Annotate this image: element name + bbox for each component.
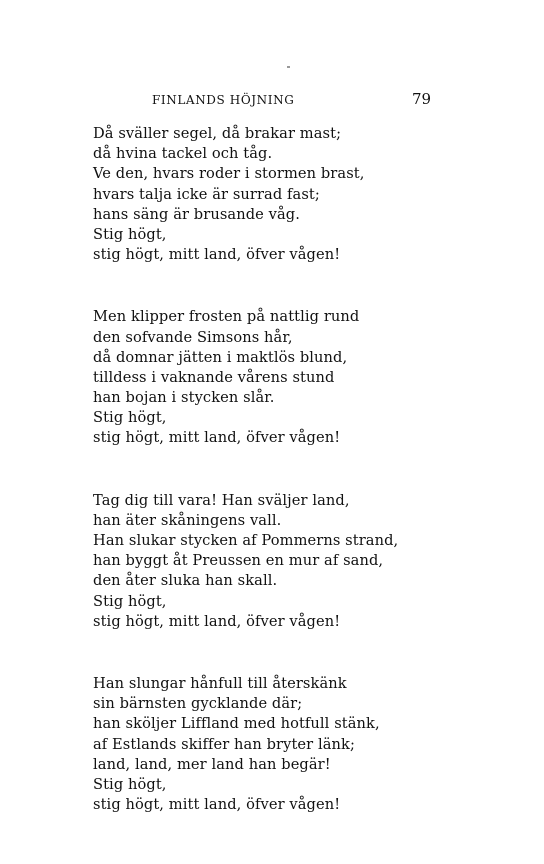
refrain-full: stig högt, mitt land, öfver vågen! — [93, 246, 341, 264]
refrain-short: Stig högt, — [93, 775, 167, 793]
refrain-full: stig högt, mitt land, öfver vågen! — [93, 796, 341, 814]
poem-line: hvars talja icke är surrad fast; — [93, 185, 320, 203]
poem-body — [93, 124, 513, 815]
stanza-3 — [93, 491, 513, 632]
poem-line: den sofvande Simsons hår, — [93, 328, 293, 346]
refrain-short: Stig högt, — [93, 409, 167, 427]
poem-line: då hvina tackel och tåg. — [93, 145, 273, 163]
poem-line: den åter sluka han skall. — [93, 572, 278, 590]
poem-line: af Estlands skiffer han bryter länk; — [93, 735, 355, 753]
poem-line: sin bärnsten gycklande där; — [93, 695, 303, 713]
poem-line: han byggt åt Preussen en mur af sand, — [93, 552, 384, 570]
poem-line: han bojan i stycken slår. — [93, 389, 275, 407]
poem-line: han sköljer Liffland med hotfull stänk, — [93, 715, 380, 733]
refrain-full: stig högt, mitt land, öfver vågen! — [93, 429, 341, 447]
refrain-short: Stig högt, — [93, 592, 167, 610]
poem-line: Ve den, hvars roder i stormen brast, — [93, 165, 365, 183]
print-mark — [287, 66, 290, 68]
stanza-1 — [93, 124, 513, 265]
poem-line: Han slungar hånfull till återskänk — [93, 674, 347, 692]
refrain-short: Stig högt, — [93, 225, 167, 243]
page-number: 79 — [412, 90, 432, 108]
poem-line: tilldess i vaknande vårens stund — [93, 368, 335, 386]
poem-line: då domnar jätten i maktlös blund, — [93, 348, 348, 366]
poem-line: han äter skåningens vall. — [93, 511, 282, 529]
running-title: FINLANDS HÖJNING — [152, 93, 295, 107]
poem-line: Tag dig till vara! Han sväljer land, — [93, 491, 350, 509]
refrain-full: stig högt, mitt land, öfver vågen! — [93, 612, 341, 630]
poem-line: land, land, mer land han begär! — [93, 755, 331, 773]
poem-line: Men klipper frosten på nattlig rund — [93, 308, 360, 326]
stanza-4 — [93, 674, 513, 815]
poem-line: Då sväller segel, då brakar mast; — [93, 125, 342, 142]
poem-line: Han slukar stycken af Pommerns strand, — [93, 532, 399, 549]
poem-line: hans säng är brusande våg. — [93, 205, 300, 223]
stanza-2 — [93, 307, 513, 448]
